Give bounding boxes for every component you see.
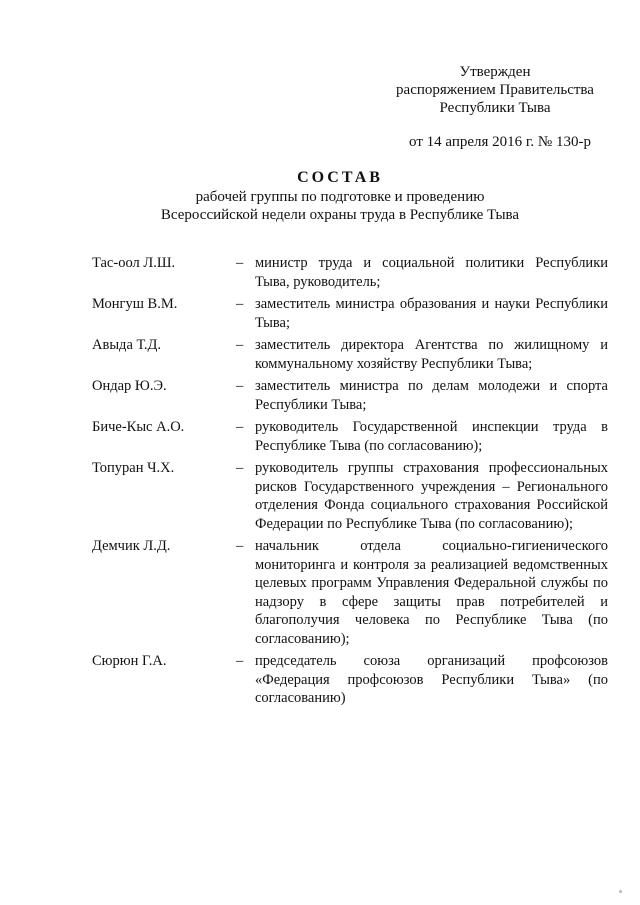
member-dash: –: [236, 460, 244, 476]
member-row: [92, 254, 612, 291]
member-name: Монгуш В.М.: [92, 296, 178, 312]
member-row: [92, 537, 612, 648]
member-dash: –: [236, 419, 244, 435]
member-dash: –: [236, 653, 244, 669]
member-name: Сюрюн Г.А.: [92, 653, 167, 669]
member-name: Авыда Т.Д.: [92, 337, 162, 353]
member-role: заместитель министра образования и науки Республики Тыва;: [255, 296, 608, 331]
member-name: Ондар Ю.Э.: [92, 378, 167, 394]
approval-line-1: Утвержден: [459, 64, 531, 80]
member-dash: –: [236, 255, 244, 271]
member-name: Демчик Л.Д.: [92, 538, 171, 554]
member-role: заместитель министра по делам молодежи и спорта Республики Тыва;: [255, 378, 608, 413]
member-row: [92, 295, 612, 332]
member-role: заместитель директора Агентства по жилищному и коммунальному хозяйству Республики Тыва;: [255, 337, 608, 372]
approval-block: [380, 63, 610, 151]
member-role: начальник отдела социально-гигиенического мониторинга и контроля за реализацией ведомственных целевых программ Управления Федеральной службы по надзору в сфере защиты прав потребителей и благополучия человека по Республике Тыва (по согласованию);: [255, 538, 608, 647]
scan-speck: [619, 890, 622, 893]
member-dash: –: [236, 337, 244, 353]
document-title: СОСТАВ: [297, 169, 383, 186]
title-block: [100, 168, 580, 224]
member-dash: –: [236, 538, 244, 554]
document-subtitle-line-1: рабочей группы по подготовке и проведению: [195, 189, 485, 205]
member-dash: –: [236, 296, 244, 312]
member-name: Топуран Ч.Х.: [92, 460, 175, 476]
member-row: [92, 459, 612, 533]
member-role: председатель союза организаций профсоюзов «Федерация профсоюзов Республики Тыва» (по согласованию): [255, 653, 608, 706]
approval-line-3: Республики Тыва: [439, 100, 551, 116]
member-role: руководитель Государственной инспекции труда в Республике Тыва (по согласованию);: [255, 419, 608, 454]
member-dash: –: [236, 378, 244, 394]
members-list: [92, 254, 612, 712]
document-subtitle-line-2: Всероссийской недели охраны труда в Республике Тыва: [160, 207, 520, 223]
member-name: Биче-Кыс А.О.: [92, 419, 185, 435]
member-row: [92, 418, 612, 455]
member-row: [92, 377, 612, 414]
member-role: министр труда и социальной политики Республики Тыва, руководитель;: [255, 255, 608, 290]
approval-date: от 14 апреля 2016 г. № 130-р: [409, 134, 591, 150]
member-name: Тас-оол Л.Ш.: [92, 255, 176, 271]
member-row: [92, 336, 612, 373]
member-role: руководитель группы страхования профессиональных рисков Государственного учреждения – Регионального отделения Фонда социального страхования Российской Федерации по Республике Тыва (по согласованию);: [255, 460, 608, 532]
member-row: [92, 652, 612, 708]
approval-line-2: распоряжением Правительства: [396, 82, 594, 98]
